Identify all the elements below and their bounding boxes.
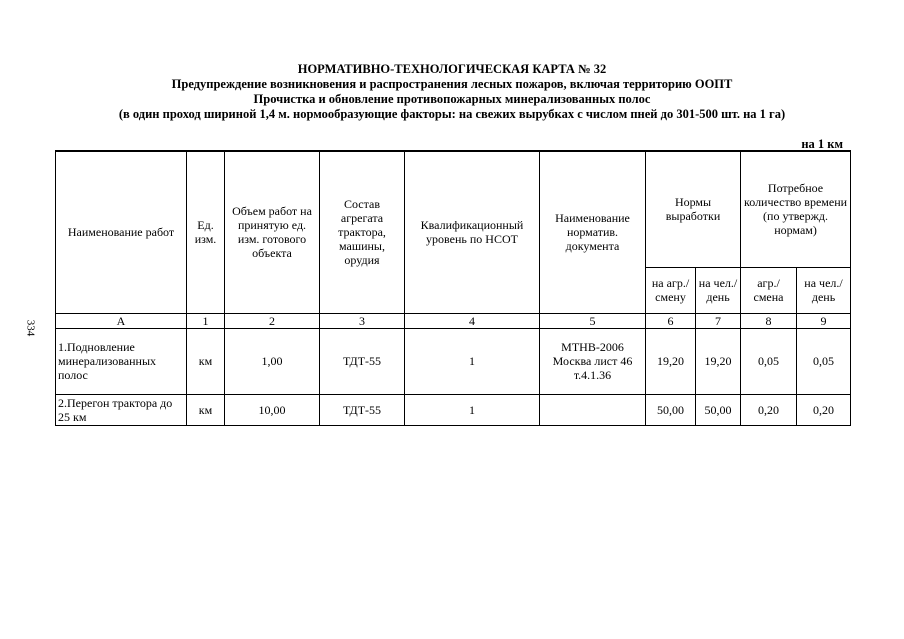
cell-document (540, 394, 646, 425)
document-title: НОРМАТИВНО-ТЕХНОЛОГИЧЕСКАЯ КАРТА № 32 (297, 62, 607, 76)
cell-work-name: 2.Перегон трактора до 25 км (56, 394, 187, 425)
index-cell: 7 (696, 313, 741, 328)
table-row (56, 394, 851, 425)
cell-unit: км (187, 328, 225, 394)
norms-table (55, 150, 851, 426)
cell-qualification: 1 (405, 328, 540, 394)
cell-norm-agr: 19,20 (646, 328, 696, 394)
index-cell: 2 (225, 313, 320, 328)
cell-norm-agr: 50,00 (646, 394, 696, 425)
cell-document: МТНВ-2006 Москва лист 46 т.4.1.36 (540, 328, 646, 394)
index-cell: 5 (540, 313, 646, 328)
index-cell: 9 (797, 313, 851, 328)
col-header-name: Наименование работ (56, 151, 187, 313)
col-header-req-man: на чел./ день (797, 267, 851, 313)
col-header-norm-agr: на агр./ смену (646, 267, 696, 313)
index-cell: 4 (405, 313, 540, 328)
cell-work-name: 1.Подновление минерализованных полос (56, 328, 187, 394)
cell-req-agr: 0,20 (741, 394, 797, 425)
cell-volume: 10,00 (225, 394, 320, 425)
col-header-norms: Нормы выработки (646, 151, 741, 267)
index-cell: 6 (646, 313, 696, 328)
col-header-required: Потребное количество времени (по утвержд. нормам) (741, 151, 851, 267)
col-header-document: Наименование норматив. документа (540, 151, 646, 313)
index-cell: А (56, 313, 187, 328)
col-header-qualification: Квалификационный уровень по НСОТ (405, 151, 540, 313)
cell-req-agr: 0,05 (741, 328, 797, 394)
index-cell: 1 (187, 313, 225, 328)
col-header-volume: Объем работ на принятую ед. изм. готового объекта (225, 151, 320, 313)
col-header-req-agr: агр./ смена (741, 267, 797, 313)
index-cell: 3 (320, 313, 405, 328)
unit-label: на 1 км (801, 137, 843, 151)
index-row (56, 313, 851, 328)
cell-volume: 1,00 (225, 328, 320, 394)
document-header (0, 62, 904, 122)
page-number: 334 (24, 319, 37, 337)
document-subtitle-2: Прочистка и обновление противопожарных минерализованных полос (253, 92, 651, 106)
table-row (56, 328, 851, 394)
cell-composition: ТДТ-55 (320, 394, 405, 425)
cell-composition: ТДТ-55 (320, 328, 405, 394)
col-header-norm-man: на чел./ день (696, 267, 741, 313)
cell-unit: км (187, 394, 225, 425)
col-header-unit: Ед. изм. (187, 151, 225, 313)
document-conditions: (в один проход шириной 1,4 м. нормообразующие факторы: на свежих вырубках с числом пней до 301-500 шт. на 1 га) (118, 107, 786, 121)
index-cell: 8 (741, 313, 797, 328)
document-subtitle: Предупреждение возникновения и распространения лесных пожаров, включая территорию ООПТ (171, 77, 733, 91)
cell-qualification: 1 (405, 394, 540, 425)
cell-norm-man: 50,00 (696, 394, 741, 425)
cell-norm-man: 19,20 (696, 328, 741, 394)
cell-req-man: 0,20 (797, 394, 851, 425)
cell-req-man: 0,05 (797, 328, 851, 394)
col-header-composition: Состав агрегата трактора, машины, орудия (320, 151, 405, 313)
